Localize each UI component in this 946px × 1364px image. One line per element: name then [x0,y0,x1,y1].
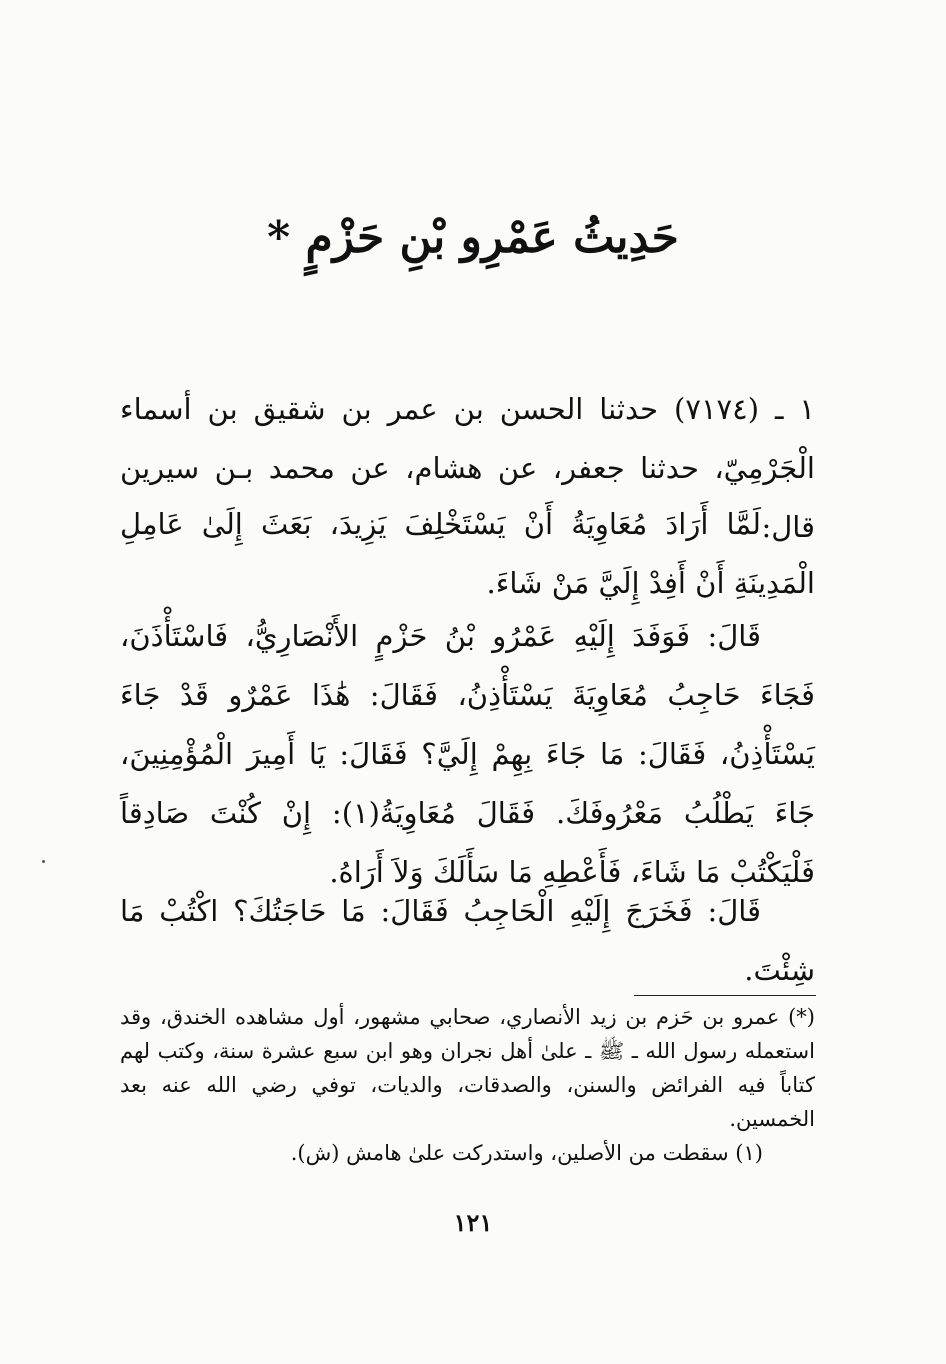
footnote-star: (*) عمرو بن حَزم بن زيد الأنصاري، صحابي مشهور، أول مشاهده الخندق، وقد استعمله رسول الله ـ ﷺ ـ علىٰ أهل نجران وهو ابن سبع عشرة سنة، وكتب لهم كتاباً فيه الفرائض والسنن، والصدقات، والديات، توفي رضي الله عنه بعد الخمسين. [120,1005,815,1131]
body-paragraph-3 [120,882,815,1000]
page-number: ١٢١ [453,1208,493,1237]
isnad-text: ١ ـ (٧١٧٤) حدثنا الحسن بن عمر بن شقيق بن أسماء الْجَرْمِيّ، حدثنا جعفر، عن هشام، عن محمد بـن سيرين قال: [120,392,815,544]
footnotes-section [120,1000,815,1170]
body-text-2: قَالَ: فَوَفَدَ إِلَيْهِ عَمْرُو بْنُ حَزْمٍ الأَنْصَارِيُّ، فَاسْتَأْذَنَ، فَجَاءَ حَاجِبُ مُعَاوِيَةَ يَسْتَأْذِنُ، فَقَالَ: هَٰذَا عَمْرٌو قَدْ جَاءَ يَسْتَأْذِنُ، فَقَالَ: مَا جَاءَ بِهِمْ إِلَيَّ؟ فَقَالَ: يَا أَمِيرَ الْمُؤْمِنِينَ، جَاءَ يَطْلُبُ مَعْرُوفَكَ. فَقَالَ مُعَاوِيَةُ(١): إِنْ كُنْتَ صَادِقاً فَلْيَكْتُبْ مَا شَاءَ، فَأَعْطِهِ مَا سَأَلَكَ وَلاَ أَرَاهُ. [120,619,816,889]
footnote-divider [634,995,816,996]
scan-speck [42,860,45,863]
body-paragraph-1 [120,495,815,613]
body-text-3: قَالَ: فَخَرَجَ إِلَيْهِ الْحَاجِبُ فَقَالَ: مَا حَاجَتُكَ؟ اكْتُبْ مَا شِئْتَ. [120,894,815,987]
chapter-title: حَدِيثُ عَمْرِو بْنِ حَزْمٍ * [267,212,679,263]
body-text-1: لَمَّا أَرَادَ مُعَاوِيَةُ أَنْ يَسْتَخْلِفَ يَزِيدَ، بَعَثَ إِلَىٰ عَامِلِ الْمَدِينَةِ أَنْ أَفِدْ إِلَيَّ مَنْ شَاءَ. [120,507,815,600]
footnote-one: (١) سقطت من الأصلين، واستدركت علىٰ هامش (ش). [290,1141,763,1165]
body-paragraph-2 [120,607,815,902]
